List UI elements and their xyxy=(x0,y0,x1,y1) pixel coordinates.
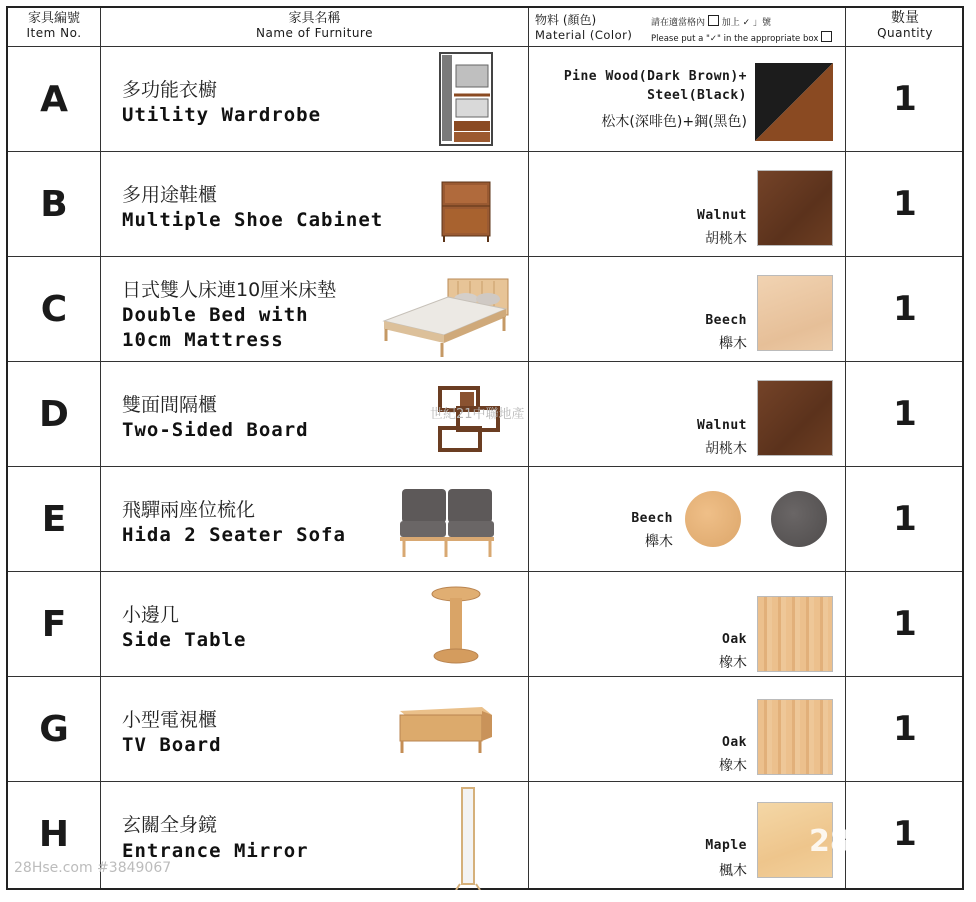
item-name-zh: 小邊几 xyxy=(122,604,180,626)
item-name-zh: 飛驒兩座位梳化 xyxy=(122,499,256,521)
material-en: Walnut xyxy=(697,208,747,223)
header-quantity xyxy=(846,8,964,46)
material-cell xyxy=(529,152,845,257)
furniture-row-g xyxy=(8,677,962,782)
material-zh: 胡桃木 xyxy=(705,231,747,247)
beech-round-swatch xyxy=(685,491,741,547)
material-en: Pine Wood(Dark Brown)+ xyxy=(563,69,747,84)
item-name-en: Multiple Shoe Cabinet xyxy=(122,209,384,231)
tick-zh-a: 請在適當格內 xyxy=(651,18,706,28)
shoe-cabinet-image xyxy=(436,176,496,246)
header-tick-en: Please put a "✓" in the appropriate box xyxy=(651,34,819,44)
item-name-zh: 日式雙人床連10厘米床墊 xyxy=(122,279,337,301)
watermark-28: 28 xyxy=(809,824,851,859)
header-material-en: Material (Color) xyxy=(535,28,633,42)
item-letter: C xyxy=(40,289,68,330)
material-zh: 楓木 xyxy=(719,863,747,879)
material-en: Oak xyxy=(722,632,747,647)
material-zh: 橡木 xyxy=(719,758,747,774)
item-letter: D xyxy=(39,394,69,435)
header-item-no xyxy=(8,8,101,46)
furniture-list-table xyxy=(6,6,964,890)
header-name-zh: 家具名稱 xyxy=(288,11,341,26)
material-zh: 松木(深啡色)+鋼(黑色) xyxy=(601,114,747,130)
item-name-zh: 玄關全身鏡 xyxy=(122,814,218,836)
item-quantity: 1 xyxy=(893,394,917,434)
bed-image xyxy=(374,275,510,361)
material-en: Beech xyxy=(705,313,747,328)
item-name-en: Side Table xyxy=(122,629,247,651)
item-name-en: Entrance Mirror xyxy=(122,840,309,862)
item-name-zh: 小型電視櫃 xyxy=(122,709,218,731)
furniture-row-a xyxy=(8,47,962,152)
item-quantity: 1 xyxy=(893,289,917,329)
tick-zh-b: 加上 ✓ 」號 xyxy=(721,18,772,28)
pine-steel-swatch xyxy=(755,63,833,141)
beech-swatch xyxy=(757,275,833,351)
item-letter: E xyxy=(41,499,67,540)
tv-board-image xyxy=(392,703,496,759)
material-cell xyxy=(529,47,845,152)
item-letter: A xyxy=(40,79,68,120)
wardrobe-image xyxy=(436,51,496,147)
furniture-row-e xyxy=(8,467,962,572)
item-letter: G xyxy=(39,709,69,750)
material-zh: 胡桃木 xyxy=(705,441,747,457)
walnut-swatch xyxy=(757,170,833,246)
item-name-en: Utility Wardrobe xyxy=(122,104,322,126)
furniture-row-f xyxy=(8,572,962,677)
material-zh: 橡木 xyxy=(719,655,747,671)
header-qty-zh: 數量 xyxy=(891,10,919,26)
walnut-swatch xyxy=(757,380,833,456)
watermark-agency: 世紀21中聯地產 xyxy=(430,407,525,422)
material-cell xyxy=(529,677,845,782)
item-letter: B xyxy=(40,184,68,225)
item-letter: F xyxy=(41,604,67,645)
item-name-en: TV Board xyxy=(122,734,222,756)
checkbox-sample-2 xyxy=(821,31,832,42)
item-quantity: 1 xyxy=(893,79,917,119)
header-material-zh: 物料 (顏色) xyxy=(535,13,597,27)
checkbox-sample xyxy=(708,15,719,26)
item-name-en: Two-Sided Board xyxy=(122,419,309,441)
header-qty-en: Quantity xyxy=(877,26,933,40)
header-name-en: Name of Furniture xyxy=(256,26,373,40)
item-quantity: 1 xyxy=(893,709,917,749)
material-cell xyxy=(529,782,851,887)
material-zh: 櫸木 xyxy=(719,336,747,352)
item-quantity: 1 xyxy=(893,184,917,224)
header-material xyxy=(529,8,846,46)
fabric-grey-swatch xyxy=(771,491,827,547)
item-name-en: Double Bed with xyxy=(122,304,309,326)
item-name-en-2: 10cm Mattress xyxy=(122,329,284,351)
watermark-listing: 28Hse.com #3849067 xyxy=(14,860,172,876)
furniture-row-b xyxy=(8,152,962,257)
item-letter: H xyxy=(38,814,70,855)
item-quantity: 1 xyxy=(893,499,917,539)
material-cell xyxy=(529,362,845,467)
side-table-image xyxy=(426,584,486,668)
item-quantity: 1 xyxy=(893,814,917,854)
item-name-en: Hida 2 Seater Sofa xyxy=(122,524,346,546)
material-zh: 櫸木 xyxy=(645,534,673,550)
material-en-2: Steel(Black) xyxy=(647,88,747,103)
item-name-zh: 多功能衣櫥 xyxy=(122,79,218,101)
item-name-zh: 多用途鞋櫃 xyxy=(122,184,218,206)
sofa-image xyxy=(398,485,498,561)
material-en: Maple xyxy=(705,838,747,853)
material-en: Beech xyxy=(631,511,673,526)
item-quantity: 1 xyxy=(893,604,917,644)
header-name xyxy=(101,8,529,46)
item-name-zh: 雙面間隔櫃 xyxy=(122,394,218,416)
header-item-zh: 家具編號 xyxy=(27,11,80,26)
furniture-row-c xyxy=(8,257,962,362)
header-tick-en-wrap xyxy=(651,31,832,44)
oak-swatch xyxy=(757,596,833,672)
material-cell xyxy=(529,467,845,572)
mirror-image xyxy=(454,786,484,890)
material-en: Walnut xyxy=(697,418,747,433)
material-cell xyxy=(529,257,845,362)
material-en: Oak xyxy=(722,735,747,750)
header-item-en: Item No. xyxy=(26,26,82,40)
header-tick-zh xyxy=(651,15,771,28)
material-cell xyxy=(529,572,845,677)
oak-swatch xyxy=(757,699,833,775)
